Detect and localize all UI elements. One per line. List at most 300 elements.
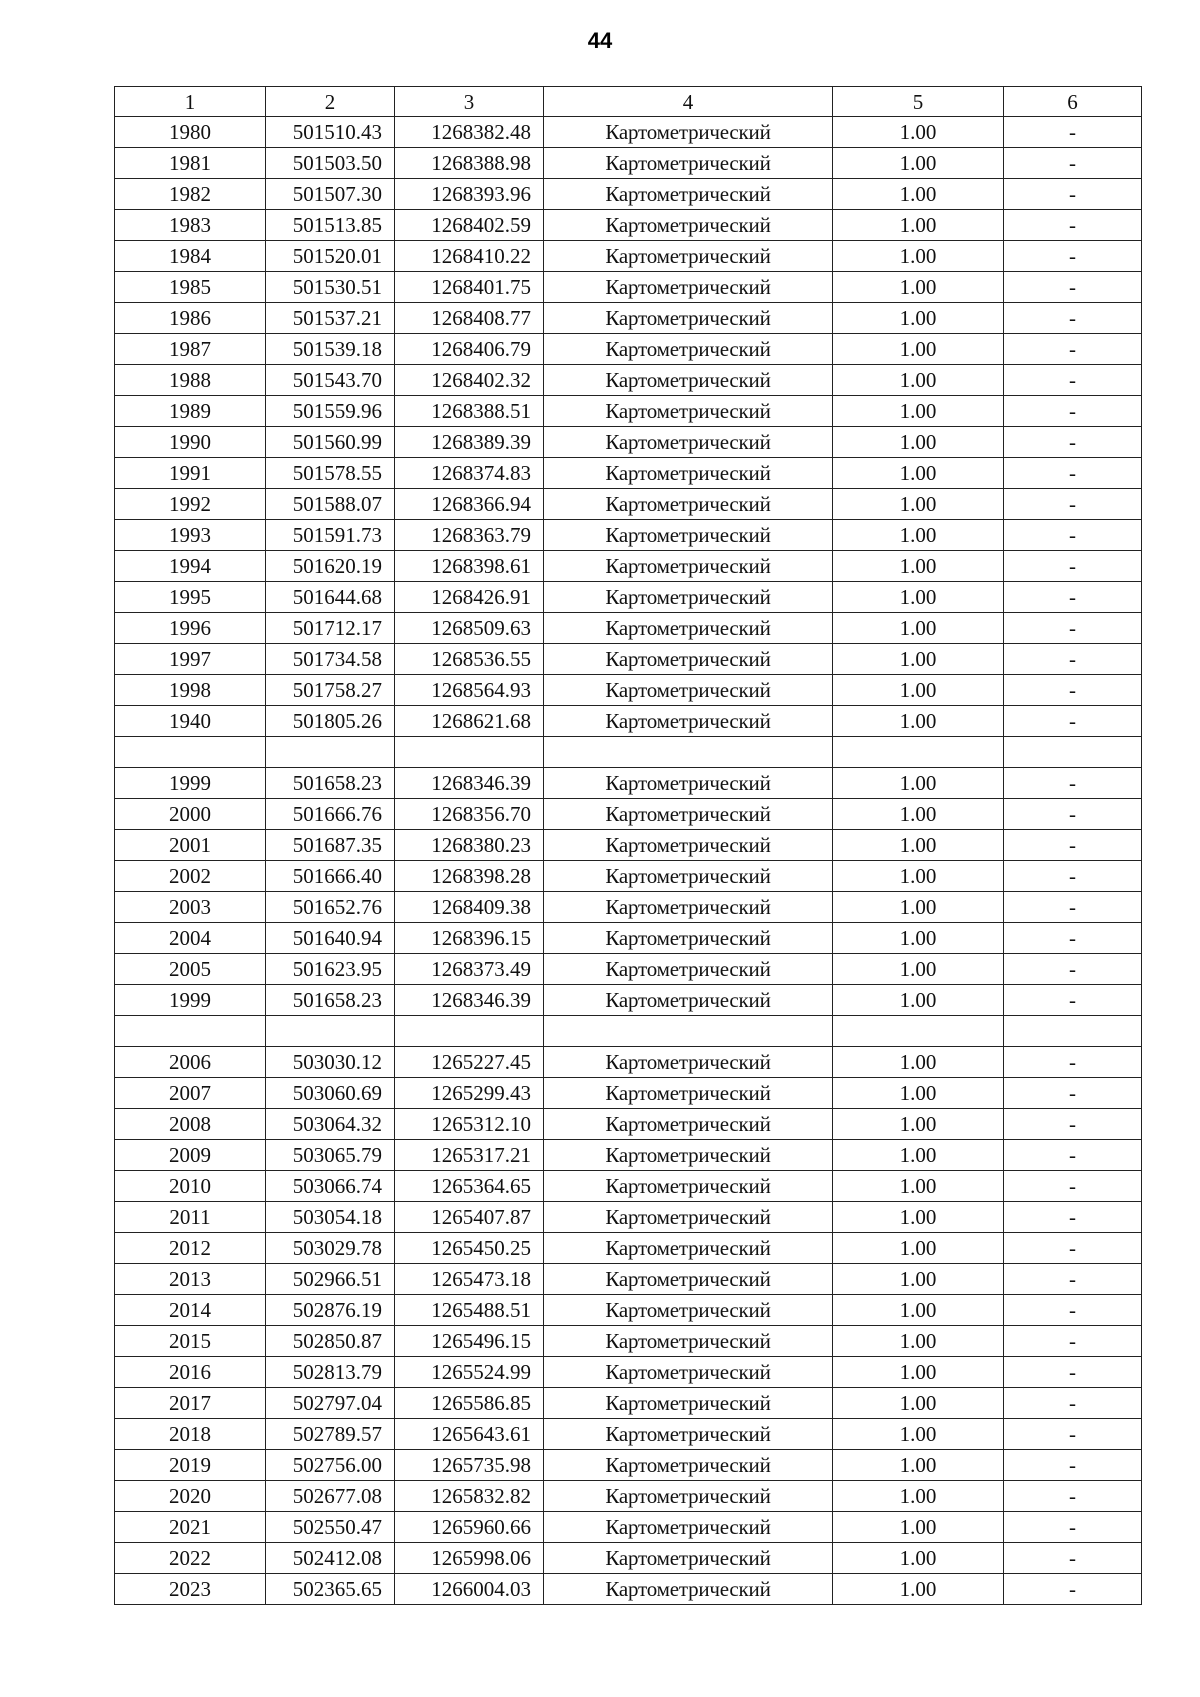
x-coordinate-cell: 503030.12	[266, 1047, 395, 1078]
method-cell: Картометрический	[544, 675, 833, 706]
table-row	[115, 892, 1142, 923]
y-coordinate-cell: 1268406.79	[395, 334, 544, 365]
y-coordinate-cell: 1268363.79	[395, 520, 544, 551]
point-number-cell: 1997	[115, 644, 266, 675]
accuracy-cell: 1.00	[833, 427, 1004, 458]
table-row	[115, 1140, 1142, 1171]
point-number-cell	[115, 1016, 266, 1047]
point-number-cell: 1986	[115, 303, 266, 334]
accuracy-cell: 1.00	[833, 1481, 1004, 1512]
point-number-cell: 2007	[115, 1078, 266, 1109]
table-row	[115, 1388, 1142, 1419]
point-number-cell: 2014	[115, 1295, 266, 1326]
note-cell: -	[1004, 241, 1142, 272]
accuracy-cell: 1.00	[833, 1264, 1004, 1295]
page-number: 44	[587, 28, 613, 53]
table-row	[115, 520, 1142, 551]
point-number-cell: 1987	[115, 334, 266, 365]
y-coordinate-cell: 1268396.15	[395, 923, 544, 954]
x-coordinate-cell	[266, 737, 395, 768]
accuracy-cell: 1.00	[833, 520, 1004, 551]
accuracy-cell: 1.00	[833, 923, 1004, 954]
accuracy-cell: 1.00	[833, 272, 1004, 303]
method-cell: Картометрический	[544, 1450, 833, 1481]
method-cell: Картометрический	[544, 427, 833, 458]
x-coordinate-cell: 501591.73	[266, 520, 395, 551]
note-cell: -	[1004, 1481, 1142, 1512]
y-coordinate-cell: 1268356.70	[395, 799, 544, 830]
x-coordinate-cell: 503054.18	[266, 1202, 395, 1233]
accuracy-cell: 1.00	[833, 1295, 1004, 1326]
x-coordinate-cell: 503029.78	[266, 1233, 395, 1264]
method-cell: Картометрический	[544, 210, 833, 241]
table-row	[115, 179, 1142, 210]
accuracy-cell: 1.00	[833, 489, 1004, 520]
point-number-cell: 2002	[115, 861, 266, 892]
point-number-cell: 2000	[115, 799, 266, 830]
table-row	[115, 551, 1142, 582]
note-cell: -	[1004, 520, 1142, 551]
method-cell: Картометрический	[544, 923, 833, 954]
y-coordinate-cell: 1265643.61	[395, 1419, 544, 1450]
y-coordinate-cell	[395, 737, 544, 768]
table-body	[115, 87, 1142, 1605]
y-coordinate-cell: 1268380.23	[395, 830, 544, 861]
accuracy-cell: 1.00	[833, 613, 1004, 644]
y-coordinate-cell: 1268410.22	[395, 241, 544, 272]
x-coordinate-cell: 501734.58	[266, 644, 395, 675]
table-row	[115, 1171, 1142, 1202]
accuracy-cell: 1.00	[833, 148, 1004, 179]
y-coordinate-cell: 1268374.83	[395, 458, 544, 489]
note-cell: -	[1004, 1512, 1142, 1543]
accuracy-cell: 1.00	[833, 861, 1004, 892]
x-coordinate-cell: 502797.04	[266, 1388, 395, 1419]
y-coordinate-cell: 1268382.48	[395, 117, 544, 148]
method-cell: Картометрический	[544, 799, 833, 830]
y-coordinate-cell: 1265473.18	[395, 1264, 544, 1295]
method-cell: Картометрический	[544, 1140, 833, 1171]
table-row	[115, 613, 1142, 644]
table-row	[115, 923, 1142, 954]
accuracy-cell	[833, 737, 1004, 768]
note-cell: -	[1004, 148, 1142, 179]
y-coordinate-cell: 1265299.43	[395, 1078, 544, 1109]
accuracy-cell: 1.00	[833, 1078, 1004, 1109]
accuracy-cell: 1.00	[833, 1140, 1004, 1171]
x-coordinate-cell: 501588.07	[266, 489, 395, 520]
accuracy-cell: 1.00	[833, 675, 1004, 706]
x-coordinate-cell: 501758.27	[266, 675, 395, 706]
point-number-cell: 2010	[115, 1171, 266, 1202]
point-number-cell: 2023	[115, 1574, 266, 1605]
x-coordinate-cell: 502412.08	[266, 1543, 395, 1574]
x-coordinate-cell: 501513.85	[266, 210, 395, 241]
x-coordinate-cell: 501687.35	[266, 830, 395, 861]
point-number-cell: 1990	[115, 427, 266, 458]
y-coordinate-cell: 1265960.66	[395, 1512, 544, 1543]
accuracy-cell: 1.00	[833, 1388, 1004, 1419]
accuracy-cell: 1.00	[833, 365, 1004, 396]
y-coordinate-cell: 1268564.93	[395, 675, 544, 706]
method-cell: Картометрический	[544, 985, 833, 1016]
method-cell: Картометрический	[544, 706, 833, 737]
method-cell: Картометрический	[544, 396, 833, 427]
accuracy-cell: 1.00	[833, 830, 1004, 861]
point-number-cell: 1988	[115, 365, 266, 396]
x-coordinate-cell: 502876.19	[266, 1295, 395, 1326]
x-coordinate-cell: 501578.55	[266, 458, 395, 489]
table-row	[115, 210, 1142, 241]
accuracy-cell: 1.00	[833, 241, 1004, 272]
accuracy-cell: 1.00	[833, 210, 1004, 241]
point-number-cell: 2003	[115, 892, 266, 923]
table-row	[115, 675, 1142, 706]
method-cell: Картометрический	[544, 1326, 833, 1357]
method-cell: Картометрический	[544, 1264, 833, 1295]
point-number-cell: 2018	[115, 1419, 266, 1450]
y-coordinate-cell: 1268402.59	[395, 210, 544, 241]
y-coordinate-cell: 1268409.38	[395, 892, 544, 923]
point-number-cell: 2013	[115, 1264, 266, 1295]
method-cell: Картометрический	[544, 644, 833, 675]
point-number-cell: 1940	[115, 706, 266, 737]
x-coordinate-cell: 501640.94	[266, 923, 395, 954]
table-row	[115, 1419, 1142, 1450]
x-coordinate-cell: 502365.65	[266, 1574, 395, 1605]
note-cell: -	[1004, 644, 1142, 675]
point-number-cell: 1999	[115, 768, 266, 799]
accuracy-cell: 1.00	[833, 551, 1004, 582]
method-cell: Картометрический	[544, 830, 833, 861]
point-number-cell: 1992	[115, 489, 266, 520]
table-row	[115, 1047, 1142, 1078]
note-cell: -	[1004, 582, 1142, 613]
x-coordinate-cell: 501503.50	[266, 148, 395, 179]
point-number-cell: 1985	[115, 272, 266, 303]
table-row	[115, 334, 1142, 365]
table-row	[115, 737, 1142, 768]
y-coordinate-cell: 1268366.94	[395, 489, 544, 520]
x-coordinate-cell: 501712.17	[266, 613, 395, 644]
method-cell: Картометрический	[544, 954, 833, 985]
note-cell: -	[1004, 458, 1142, 489]
accuracy-cell: 1.00	[833, 179, 1004, 210]
x-coordinate-cell: 502850.87	[266, 1326, 395, 1357]
table-row	[115, 1078, 1142, 1109]
y-coordinate-cell: 1268398.61	[395, 551, 544, 582]
method-cell: Картометрический	[544, 1388, 833, 1419]
point-number-cell: 2006	[115, 1047, 266, 1078]
note-cell: -	[1004, 179, 1142, 210]
accuracy-cell: 1.00	[833, 458, 1004, 489]
note-cell: -	[1004, 1171, 1142, 1202]
method-cell: Картометрический	[544, 365, 833, 396]
accuracy-cell: 1.00	[833, 1574, 1004, 1605]
x-coordinate-cell: 501543.70	[266, 365, 395, 396]
point-number-cell: 2009	[115, 1140, 266, 1171]
note-cell: -	[1004, 768, 1142, 799]
y-coordinate-cell: 1268389.39	[395, 427, 544, 458]
y-coordinate-cell: 1266004.03	[395, 1574, 544, 1605]
note-cell: -	[1004, 303, 1142, 334]
y-coordinate-cell: 1268388.98	[395, 148, 544, 179]
method-cell: Картометрический	[544, 148, 833, 179]
x-coordinate-cell: 501559.96	[266, 396, 395, 427]
note-cell: -	[1004, 1450, 1142, 1481]
table-row	[115, 1512, 1142, 1543]
header-cell: 3	[395, 87, 544, 117]
note-cell: -	[1004, 1326, 1142, 1357]
x-coordinate-cell: 501658.23	[266, 768, 395, 799]
method-cell: Картометрический	[544, 1171, 833, 1202]
table-row	[115, 272, 1142, 303]
accuracy-cell: 1.00	[833, 334, 1004, 365]
table-row	[115, 489, 1142, 520]
point-number-cell: 2019	[115, 1450, 266, 1481]
point-number-cell: 1984	[115, 241, 266, 272]
table-row	[115, 1326, 1142, 1357]
y-coordinate-cell: 1268536.55	[395, 644, 544, 675]
y-coordinate-cell: 1265496.15	[395, 1326, 544, 1357]
note-cell: -	[1004, 1264, 1142, 1295]
table-row	[115, 582, 1142, 613]
note-cell: -	[1004, 1109, 1142, 1140]
note-cell: -	[1004, 551, 1142, 582]
method-cell: Картометрический	[544, 1295, 833, 1326]
table-row	[115, 799, 1142, 830]
accuracy-cell: 1.00	[833, 1047, 1004, 1078]
x-coordinate-cell: 503064.32	[266, 1109, 395, 1140]
y-coordinate-cell	[395, 1016, 544, 1047]
table-row	[115, 1357, 1142, 1388]
y-coordinate-cell: 1265998.06	[395, 1543, 544, 1574]
point-number-cell	[115, 737, 266, 768]
note-cell: -	[1004, 1233, 1142, 1264]
point-number-cell: 2021	[115, 1512, 266, 1543]
x-coordinate-cell: 501510.43	[266, 117, 395, 148]
method-cell: Картометрический	[544, 768, 833, 799]
method-cell: Картометрический	[544, 1202, 833, 1233]
table-row	[115, 1450, 1142, 1481]
accuracy-cell: 1.00	[833, 1326, 1004, 1357]
y-coordinate-cell: 1265312.10	[395, 1109, 544, 1140]
x-coordinate-cell: 501652.76	[266, 892, 395, 923]
note-cell: -	[1004, 799, 1142, 830]
x-coordinate-cell: 501537.21	[266, 303, 395, 334]
y-coordinate-cell: 1265407.87	[395, 1202, 544, 1233]
method-cell	[544, 1016, 833, 1047]
table-row	[115, 303, 1142, 334]
accuracy-cell: 1.00	[833, 985, 1004, 1016]
point-number-cell: 2005	[115, 954, 266, 985]
y-coordinate-cell: 1265227.45	[395, 1047, 544, 1078]
accuracy-cell: 1.00	[833, 303, 1004, 334]
method-cell: Картометрический	[544, 334, 833, 365]
point-number-cell: 1983	[115, 210, 266, 241]
point-number-cell: 2022	[115, 1543, 266, 1574]
method-cell: Картометрический	[544, 1078, 833, 1109]
note-cell: -	[1004, 489, 1142, 520]
y-coordinate-cell: 1265317.21	[395, 1140, 544, 1171]
method-cell: Картометрический	[544, 613, 833, 644]
table-row	[115, 1543, 1142, 1574]
header-cell: 1	[115, 87, 266, 117]
y-coordinate-cell: 1268509.63	[395, 613, 544, 644]
method-cell: Картометрический	[544, 458, 833, 489]
accuracy-cell: 1.00	[833, 1450, 1004, 1481]
note-cell: -	[1004, 427, 1142, 458]
note-cell: -	[1004, 334, 1142, 365]
method-cell	[544, 737, 833, 768]
x-coordinate-cell: 501539.18	[266, 334, 395, 365]
table-row	[115, 706, 1142, 737]
accuracy-cell: 1.00	[833, 768, 1004, 799]
x-coordinate-cell: 501644.68	[266, 582, 395, 613]
note-cell: -	[1004, 830, 1142, 861]
method-cell: Картометрический	[544, 892, 833, 923]
x-coordinate-cell: 501620.19	[266, 551, 395, 582]
note-cell	[1004, 1016, 1142, 1047]
note-cell: -	[1004, 1295, 1142, 1326]
table-header-row	[115, 87, 1142, 117]
accuracy-cell: 1.00	[833, 396, 1004, 427]
method-cell: Картометрический	[544, 1047, 833, 1078]
accuracy-cell: 1.00	[833, 1109, 1004, 1140]
accuracy-cell: 1.00	[833, 1202, 1004, 1233]
accuracy-cell: 1.00	[833, 644, 1004, 675]
table-row	[115, 1574, 1142, 1605]
note-cell: -	[1004, 117, 1142, 148]
point-number-cell: 2001	[115, 830, 266, 861]
table-row	[115, 644, 1142, 675]
note-cell	[1004, 737, 1142, 768]
note-cell: -	[1004, 1202, 1142, 1233]
table-row	[115, 985, 1142, 1016]
note-cell: -	[1004, 1388, 1142, 1419]
point-number-cell: 2004	[115, 923, 266, 954]
table-row	[115, 954, 1142, 985]
method-cell: Картометрический	[544, 1419, 833, 1450]
point-number-cell: 2016	[115, 1357, 266, 1388]
header-cell: 6	[1004, 87, 1142, 117]
point-number-cell: 2011	[115, 1202, 266, 1233]
x-coordinate-cell: 501805.26	[266, 706, 395, 737]
accuracy-cell: 1.00	[833, 1233, 1004, 1264]
note-cell: -	[1004, 1357, 1142, 1388]
table-row	[115, 1264, 1142, 1295]
x-coordinate-cell: 501560.99	[266, 427, 395, 458]
header-cell: 4	[544, 87, 833, 117]
method-cell: Картометрический	[544, 1357, 833, 1388]
note-cell: -	[1004, 1078, 1142, 1109]
y-coordinate-cell: 1268401.75	[395, 272, 544, 303]
table-row	[115, 1295, 1142, 1326]
table-row	[115, 830, 1142, 861]
note-cell: -	[1004, 1574, 1142, 1605]
table-row	[115, 1109, 1142, 1140]
x-coordinate-cell: 501666.76	[266, 799, 395, 830]
point-number-cell: 1993	[115, 520, 266, 551]
y-coordinate-cell: 1268426.91	[395, 582, 544, 613]
method-cell: Картометрический	[544, 1233, 833, 1264]
note-cell: -	[1004, 1140, 1142, 1171]
method-cell: Картометрический	[544, 1481, 833, 1512]
method-cell: Картометрический	[544, 582, 833, 613]
accuracy-cell: 1.00	[833, 1543, 1004, 1574]
x-coordinate-cell: 502813.79	[266, 1357, 395, 1388]
note-cell: -	[1004, 892, 1142, 923]
note-cell: -	[1004, 1419, 1142, 1450]
y-coordinate-cell: 1265364.65	[395, 1171, 544, 1202]
accuracy-cell: 1.00	[833, 1512, 1004, 1543]
x-coordinate-cell: 503066.74	[266, 1171, 395, 1202]
note-cell: -	[1004, 613, 1142, 644]
table-row	[115, 365, 1142, 396]
note-cell: -	[1004, 396, 1142, 427]
method-cell: Картометрический	[544, 1512, 833, 1543]
y-coordinate-cell: 1268402.32	[395, 365, 544, 396]
point-number-cell: 1994	[115, 551, 266, 582]
x-coordinate-cell: 501658.23	[266, 985, 395, 1016]
note-cell: -	[1004, 365, 1142, 396]
table-row	[115, 117, 1142, 148]
x-coordinate-cell: 501623.95	[266, 954, 395, 985]
accuracy-cell: 1.00	[833, 706, 1004, 737]
accuracy-cell: 1.00	[833, 799, 1004, 830]
table-row	[115, 241, 1142, 272]
point-number-cell: 2015	[115, 1326, 266, 1357]
method-cell: Картометрический	[544, 520, 833, 551]
accuracy-cell: 1.00	[833, 892, 1004, 923]
x-coordinate-cell: 503065.79	[266, 1140, 395, 1171]
x-coordinate-cell: 501520.01	[266, 241, 395, 272]
point-number-cell: 1998	[115, 675, 266, 706]
coordinates-table	[114, 86, 1142, 1605]
x-coordinate-cell: 501530.51	[266, 272, 395, 303]
point-number-cell: 2020	[115, 1481, 266, 1512]
accuracy-cell: 1.00	[833, 954, 1004, 985]
accuracy-cell	[833, 1016, 1004, 1047]
note-cell: -	[1004, 1047, 1142, 1078]
point-number-cell: 1981	[115, 148, 266, 179]
x-coordinate-cell: 502677.08	[266, 1481, 395, 1512]
y-coordinate-cell: 1268393.96	[395, 179, 544, 210]
y-coordinate-cell: 1265586.85	[395, 1388, 544, 1419]
table-row	[115, 1481, 1142, 1512]
y-coordinate-cell: 1268388.51	[395, 396, 544, 427]
method-cell: Картометрический	[544, 303, 833, 334]
note-cell: -	[1004, 954, 1142, 985]
method-cell: Картометрический	[544, 241, 833, 272]
method-cell: Картометрический	[544, 1109, 833, 1140]
point-number-cell: 1991	[115, 458, 266, 489]
note-cell: -	[1004, 272, 1142, 303]
point-number-cell: 1996	[115, 613, 266, 644]
point-number-cell: 1989	[115, 396, 266, 427]
note-cell: -	[1004, 675, 1142, 706]
y-coordinate-cell: 1268346.39	[395, 985, 544, 1016]
note-cell: -	[1004, 985, 1142, 1016]
y-coordinate-cell: 1265488.51	[395, 1295, 544, 1326]
point-number-cell: 2012	[115, 1233, 266, 1264]
method-cell: Картометрический	[544, 117, 833, 148]
x-coordinate-cell: 502756.00	[266, 1450, 395, 1481]
table-row	[115, 458, 1142, 489]
accuracy-cell: 1.00	[833, 117, 1004, 148]
table-row	[115, 148, 1142, 179]
y-coordinate-cell: 1265524.99	[395, 1357, 544, 1388]
